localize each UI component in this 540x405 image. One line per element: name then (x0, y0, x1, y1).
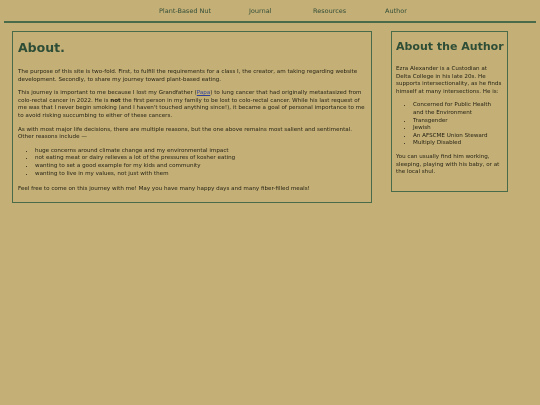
about-title: About. (18, 40, 65, 55)
importance-text-2: ) to lung cancer that had originally metastasized from colo-rectal cancer in 2022. He is (18, 90, 362, 104)
about-reasons-intro: As with most major life decisions, there are multiple reasons, but the one above remains most salient and sentimental. Other reasons include — (18, 126, 353, 141)
list-item: • Transgender (413, 118, 503, 126)
author-traits-list (396, 102, 503, 148)
nav-link-author[interactable]: Author (385, 7, 407, 15)
list-item: • Concerned for Public Health and the Environment (413, 102, 503, 117)
author-title: About the Author (396, 40, 504, 53)
nav-link-home[interactable]: Plant-Based Nut (159, 7, 212, 15)
about-panel (12, 31, 372, 203)
importance-text-1: This journey is important to me because I lost my Grandfather ( (18, 90, 197, 97)
list-item: • An AFSCME Union Steward (413, 133, 503, 141)
list-item: • wanting to live in my values, not just with them (35, 171, 366, 179)
about-purpose-paragraph: The purpose of this site is two-fold. First, to fulfill the requirements for a class I, the creator, am taking regarding website development. Secondly, to share my journey toward plant-based eating. (18, 69, 358, 83)
list-item: • huge concerns around climate change and my environmental impact (35, 148, 366, 156)
author-intro: Ezra Alexander is a Custodian at Delta College in his late 20s. He supports intersectionality, as he finds himself at many intersections. He is: (396, 66, 502, 95)
nav-link-journal[interactable]: Journal (249, 7, 272, 15)
list-item: • Multiply Disabled (413, 140, 503, 148)
importance-text-3: the first person in my family to be lost to colo-rectal cancer. While his last request of me was that I never begin smoking (and I haven't touched anything since!), it became a goal of personal importance to me to avoid risking succumbing to either of these cancers. (18, 97, 365, 119)
author-outro: You can usually find him working, sleeping, playing with his baby, or at the local shul. (396, 153, 500, 176)
reasons-list (18, 148, 366, 178)
list-item: • wanting to set a good example for my kids and community (35, 163, 366, 171)
nav-link-resources[interactable]: Resources (313, 7, 347, 15)
list-item: • Jewish (413, 125, 503, 133)
about-importance-paragraph (18, 90, 366, 120)
list-item: • not eating meat or dairy relieves a lot of the pressures of kosher eating (35, 155, 366, 163)
top-nav (4, 0, 536, 23)
about-closing: Feel free to come on this journey with me! May you have many happy days and many fiber-filled meals! (18, 186, 310, 193)
importance-bold-not: not (110, 97, 121, 104)
papa-link[interactable]: Papa (196, 90, 211, 97)
author-panel (391, 31, 508, 192)
